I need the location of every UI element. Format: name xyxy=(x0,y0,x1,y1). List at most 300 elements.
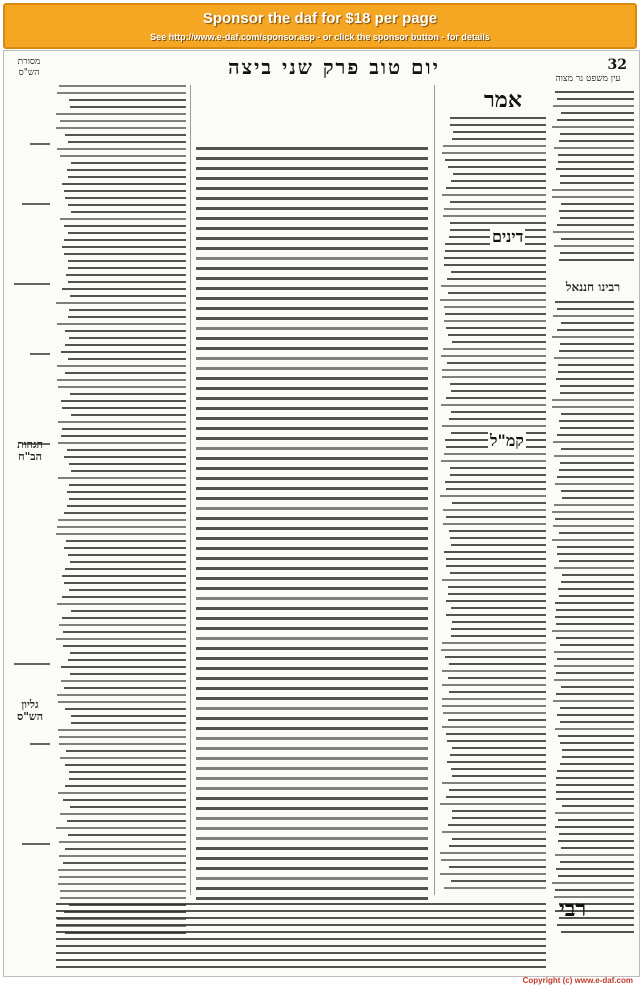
margin-note xyxy=(22,843,50,845)
text-line xyxy=(562,574,634,576)
text-line xyxy=(444,306,546,308)
text-line xyxy=(444,453,546,455)
text-line xyxy=(448,719,546,721)
text-line xyxy=(68,232,186,234)
text-line xyxy=(58,792,186,794)
text-line xyxy=(58,477,186,479)
text-line xyxy=(552,539,634,541)
text-line xyxy=(452,138,546,140)
text-line xyxy=(62,575,186,577)
text-line xyxy=(58,421,186,423)
text-line xyxy=(556,798,634,800)
text-line xyxy=(442,705,546,707)
text-line xyxy=(554,504,634,506)
text-line xyxy=(61,351,186,353)
text-line xyxy=(58,386,186,388)
text-line xyxy=(557,714,634,716)
text-line xyxy=(64,582,186,584)
text-line xyxy=(451,180,546,182)
margin-note xyxy=(14,283,50,285)
text-line xyxy=(449,845,546,847)
text-line xyxy=(56,938,546,940)
text-line xyxy=(444,208,546,210)
text-line xyxy=(557,770,634,772)
text-line xyxy=(65,848,186,850)
text-line xyxy=(196,807,428,810)
text-line xyxy=(452,747,546,749)
text-line xyxy=(68,316,186,318)
text-line xyxy=(58,519,186,521)
text-line xyxy=(449,418,546,420)
text-line xyxy=(196,237,428,240)
text-line xyxy=(196,627,428,630)
text-line xyxy=(196,617,428,620)
text-line xyxy=(441,460,546,462)
text-line xyxy=(446,516,546,518)
text-line xyxy=(64,547,186,549)
text-line xyxy=(448,677,546,679)
text-line xyxy=(561,322,634,324)
text-line xyxy=(69,309,186,311)
text-line xyxy=(441,404,546,406)
text-line xyxy=(60,813,186,815)
text-line xyxy=(558,840,634,842)
text-line xyxy=(560,182,634,184)
text-line xyxy=(552,630,634,632)
text-line xyxy=(68,281,186,283)
text-line xyxy=(556,623,634,625)
text-line xyxy=(60,155,186,157)
text-line xyxy=(446,796,546,798)
text-line xyxy=(196,867,428,870)
ein-mishpat-label: עין משפט נר מצוה xyxy=(555,74,621,84)
text-line xyxy=(57,694,186,696)
text-line xyxy=(196,247,428,250)
text-line xyxy=(57,379,186,381)
text-line xyxy=(196,457,428,460)
text-line xyxy=(68,176,186,178)
text-line xyxy=(60,120,186,122)
text-line xyxy=(453,173,546,175)
text-line xyxy=(443,215,546,217)
text-line xyxy=(62,596,186,598)
gemara-column xyxy=(196,147,428,909)
text-line xyxy=(69,337,186,339)
text-line xyxy=(66,540,186,542)
text-line xyxy=(446,600,546,602)
text-line xyxy=(64,239,186,241)
text-line xyxy=(62,288,186,290)
text-line xyxy=(69,778,186,780)
sponsor-title[interactable]: Sponsor the daf for $18 per page xyxy=(202,10,438,27)
text-line xyxy=(57,603,186,605)
text-line xyxy=(451,607,546,609)
text-line xyxy=(452,810,546,812)
text-line xyxy=(449,789,546,791)
text-line xyxy=(443,145,546,147)
masoret-hashas-label: מסורת הש"ס xyxy=(17,57,41,78)
text-line xyxy=(446,558,546,560)
text-line xyxy=(561,581,634,583)
text-line xyxy=(196,217,428,220)
text-line xyxy=(560,385,634,387)
text-line xyxy=(450,537,546,539)
text-line xyxy=(555,301,634,303)
text-line xyxy=(557,119,634,121)
text-line xyxy=(59,624,186,626)
text-line xyxy=(560,392,634,394)
bottom-commentary xyxy=(56,903,546,973)
text-line xyxy=(554,665,634,667)
text-line xyxy=(56,127,186,129)
text-line xyxy=(450,222,546,224)
text-line xyxy=(448,593,546,595)
text-line xyxy=(440,803,546,805)
text-line xyxy=(556,868,634,870)
text-line xyxy=(557,658,634,660)
text-line xyxy=(56,533,186,535)
running-header: יום טוב פרק שני ביצה xyxy=(228,55,440,79)
text-line xyxy=(71,162,186,164)
margin-note xyxy=(30,143,50,145)
text-line xyxy=(57,526,186,528)
text-line xyxy=(69,589,186,591)
text-line xyxy=(554,679,634,681)
text-line xyxy=(56,827,186,829)
text-line xyxy=(559,833,634,835)
page-number: 32 xyxy=(607,57,627,73)
text-line xyxy=(71,715,186,717)
text-line xyxy=(440,495,546,497)
text-line xyxy=(451,411,546,413)
text-line xyxy=(556,168,634,170)
text-line xyxy=(557,546,634,548)
text-line xyxy=(57,92,186,94)
text-line xyxy=(196,577,428,580)
gilyon-heading: גליון הש"ס xyxy=(16,698,44,723)
text-line xyxy=(69,498,186,500)
text-line xyxy=(69,99,186,101)
text-line xyxy=(553,700,634,702)
text-line xyxy=(196,317,428,320)
margin-note xyxy=(30,353,50,355)
margin-note xyxy=(14,663,50,665)
text-line xyxy=(552,511,634,513)
text-line xyxy=(56,113,186,115)
text-line xyxy=(447,278,546,280)
left-margin-column xyxy=(8,143,52,943)
text-line xyxy=(64,253,186,255)
text-line xyxy=(196,337,428,340)
text-line xyxy=(444,264,546,266)
text-line xyxy=(70,806,186,808)
text-line xyxy=(196,797,428,800)
text-line xyxy=(63,862,186,864)
text-line xyxy=(442,684,546,686)
text-line xyxy=(443,509,546,511)
text-line xyxy=(196,437,428,440)
text-line xyxy=(441,649,546,651)
text-line xyxy=(552,126,634,128)
text-line xyxy=(196,527,428,530)
text-line xyxy=(196,767,428,770)
text-line xyxy=(196,147,428,150)
text-line xyxy=(561,490,634,492)
text-line xyxy=(557,224,634,226)
text-line xyxy=(440,873,546,875)
text-line xyxy=(555,728,634,730)
text-line xyxy=(442,670,546,672)
text-line xyxy=(442,642,546,644)
text-line xyxy=(555,854,634,856)
text-line xyxy=(562,749,634,751)
text-line xyxy=(559,595,634,597)
text-line xyxy=(56,966,546,968)
text-line xyxy=(555,483,634,485)
text-line xyxy=(558,161,634,163)
text-line xyxy=(561,238,634,240)
text-line xyxy=(196,157,428,160)
text-line xyxy=(443,523,546,525)
text-line xyxy=(446,733,546,735)
text-line xyxy=(64,225,186,227)
text-line xyxy=(560,742,634,744)
text-line xyxy=(560,707,634,709)
text-line xyxy=(442,726,546,728)
text-line xyxy=(450,201,546,203)
text-line xyxy=(442,376,546,378)
text-line xyxy=(450,572,546,574)
text-line xyxy=(196,167,428,170)
text-line xyxy=(556,791,634,793)
text-line xyxy=(555,518,634,520)
text-line xyxy=(62,246,186,248)
text-line xyxy=(56,952,546,954)
text-line xyxy=(56,931,546,933)
text-line xyxy=(67,491,186,493)
text-line xyxy=(560,133,634,135)
text-line xyxy=(556,693,634,695)
text-line xyxy=(60,757,186,759)
text-line xyxy=(65,344,186,346)
text-line xyxy=(559,532,634,534)
text-line xyxy=(196,417,428,420)
text-line xyxy=(443,712,546,714)
text-line xyxy=(70,295,186,297)
text-line xyxy=(552,189,634,191)
text-line xyxy=(442,782,546,784)
text-line xyxy=(452,621,546,623)
text-line xyxy=(444,320,546,322)
text-line xyxy=(451,628,546,630)
text-line xyxy=(442,579,546,581)
text-line xyxy=(196,207,428,210)
text-line xyxy=(57,323,186,325)
text-line xyxy=(554,455,634,457)
text-line xyxy=(56,945,546,947)
text-line xyxy=(452,817,546,819)
text-line xyxy=(451,271,546,273)
text-line xyxy=(441,859,546,861)
text-line xyxy=(56,302,186,304)
sponsor-banner[interactable] xyxy=(3,3,637,49)
text-line xyxy=(71,414,186,416)
text-line xyxy=(442,698,546,700)
text-line xyxy=(63,631,186,633)
text-line xyxy=(559,210,634,212)
text-line xyxy=(559,469,634,471)
text-line xyxy=(446,187,546,189)
text-line xyxy=(562,756,634,758)
dinim-word: דינים xyxy=(492,227,524,246)
text-line xyxy=(449,663,546,665)
text-line xyxy=(59,841,186,843)
text-line xyxy=(196,897,428,900)
text-line xyxy=(450,117,546,119)
text-line xyxy=(196,667,428,670)
text-line xyxy=(196,367,428,370)
talmud-page xyxy=(3,50,640,977)
text-line xyxy=(196,507,428,510)
text-line xyxy=(453,131,546,133)
text-line xyxy=(56,959,546,961)
text-line xyxy=(70,106,186,108)
text-line xyxy=(554,147,634,149)
text-line xyxy=(555,812,634,814)
column-divider xyxy=(434,85,435,895)
text-line xyxy=(68,260,186,262)
text-line xyxy=(196,487,428,490)
text-line xyxy=(71,610,186,612)
text-line xyxy=(70,561,186,563)
text-line xyxy=(561,931,634,933)
text-line xyxy=(445,481,546,483)
text-line xyxy=(57,148,186,150)
text-line xyxy=(553,525,634,527)
text-line xyxy=(196,727,428,730)
text-line xyxy=(559,140,634,142)
text-line xyxy=(445,656,546,658)
text-line xyxy=(552,406,634,408)
text-line xyxy=(557,434,634,436)
text-line xyxy=(68,659,186,661)
text-line xyxy=(64,512,186,514)
text-line xyxy=(444,887,546,889)
copyright-notice[interactable]: Copyright (c) www.e-daf.com xyxy=(522,976,633,985)
text-line xyxy=(196,707,428,710)
text-line xyxy=(196,187,428,190)
text-line xyxy=(561,686,634,688)
text-line xyxy=(65,372,186,374)
text-line xyxy=(560,175,634,177)
text-line xyxy=(560,217,634,219)
text-line xyxy=(196,847,428,850)
text-line xyxy=(554,651,634,653)
text-line xyxy=(561,448,634,450)
text-line xyxy=(556,637,634,639)
text-line xyxy=(447,362,546,364)
text-line xyxy=(196,467,428,470)
text-line xyxy=(445,313,546,315)
text-line xyxy=(555,826,634,828)
text-line xyxy=(62,183,186,185)
text-line xyxy=(561,413,634,415)
text-line xyxy=(196,277,428,280)
text-line xyxy=(196,647,428,650)
text-line xyxy=(555,602,634,604)
text-line xyxy=(62,617,186,619)
text-line xyxy=(557,924,634,926)
text-line xyxy=(196,517,428,520)
text-line xyxy=(562,497,634,499)
text-line xyxy=(560,644,634,646)
text-line xyxy=(196,397,428,400)
text-line xyxy=(558,588,634,590)
text-line xyxy=(560,343,634,345)
text-line xyxy=(451,390,546,392)
text-line xyxy=(61,666,186,668)
text-line xyxy=(196,697,428,700)
text-line xyxy=(67,505,186,507)
text-line xyxy=(63,799,186,801)
text-line xyxy=(450,754,546,756)
text-line xyxy=(557,476,634,478)
text-line xyxy=(57,365,186,367)
text-line xyxy=(61,400,186,402)
text-line xyxy=(556,609,634,611)
text-line xyxy=(60,218,186,220)
text-line xyxy=(69,771,186,773)
text-line xyxy=(441,355,546,357)
kamal-word: קמ"ל xyxy=(490,431,524,450)
text-line xyxy=(61,680,186,682)
text-line xyxy=(69,463,186,465)
text-line xyxy=(60,890,186,892)
text-line xyxy=(59,855,186,857)
text-line xyxy=(65,568,186,570)
text-line xyxy=(70,652,186,654)
text-line xyxy=(558,735,634,737)
text-line xyxy=(196,477,428,480)
text-line xyxy=(556,378,634,380)
text-line xyxy=(196,547,428,550)
text-line xyxy=(559,560,634,562)
text-line xyxy=(196,777,428,780)
text-line xyxy=(560,462,634,464)
text-line xyxy=(557,308,634,310)
text-line xyxy=(196,717,428,720)
text-line xyxy=(448,292,546,294)
text-line xyxy=(71,211,186,213)
text-line xyxy=(560,861,634,863)
text-line xyxy=(445,159,546,161)
text-line xyxy=(62,407,186,409)
text-line xyxy=(69,484,186,486)
text-line xyxy=(448,166,546,168)
text-line xyxy=(448,824,546,826)
text-line xyxy=(446,397,546,399)
text-line xyxy=(63,645,186,647)
text-line xyxy=(442,831,546,833)
text-line xyxy=(66,750,186,752)
sponsor-subtitle[interactable]: See http://www.e-daf.com/sponsor.asp - or click the sponsor button - for details xyxy=(150,32,490,42)
text-line xyxy=(196,377,428,380)
text-line xyxy=(70,393,186,395)
text-line xyxy=(58,442,186,444)
rabbi-word: רבי xyxy=(559,896,587,922)
text-line xyxy=(196,227,428,230)
text-line xyxy=(557,553,634,555)
